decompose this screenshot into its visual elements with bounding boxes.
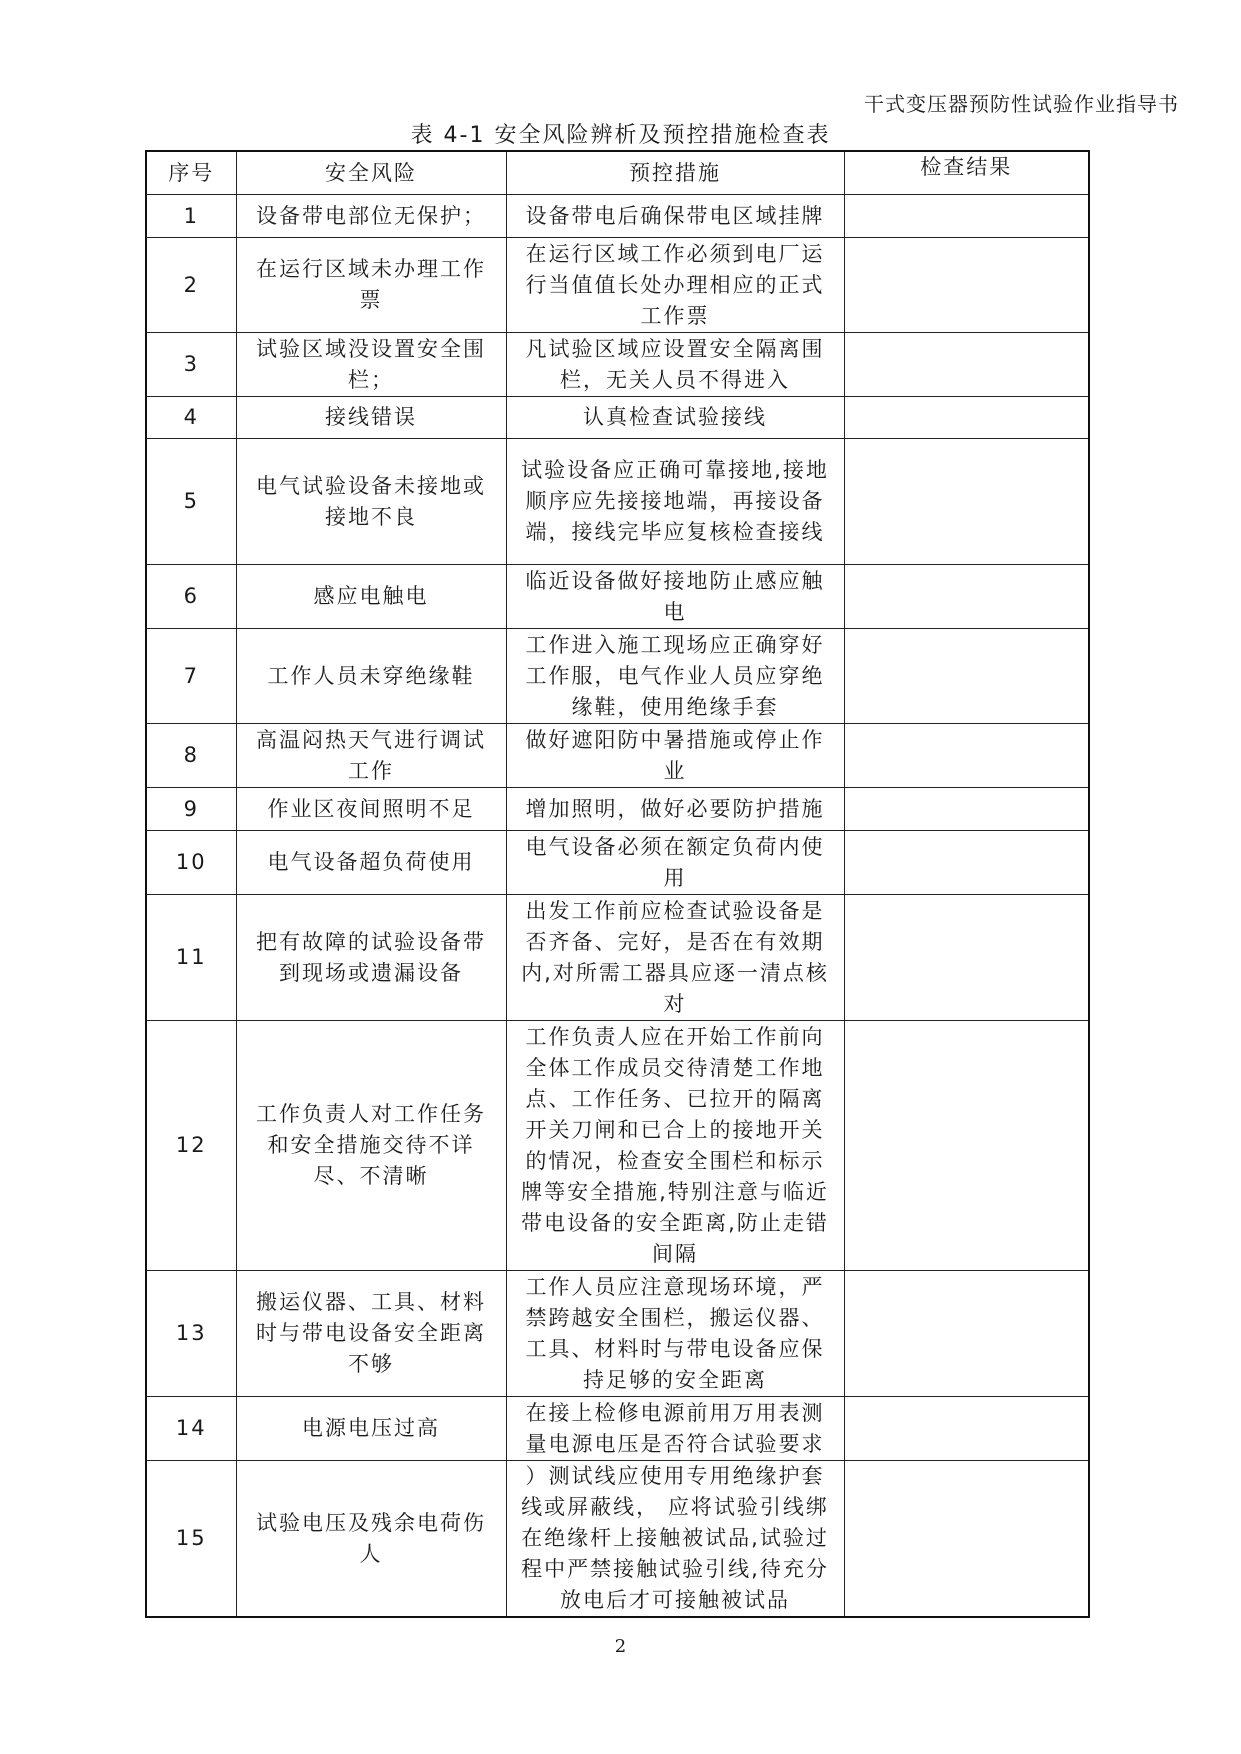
- row-measure: 在接上检修电源前用万用表测量电源电压是否符合试验要求: [506, 1397, 844, 1461]
- row-result[interactable]: [844, 1461, 1089, 1618]
- row-result[interactable]: [844, 333, 1089, 397]
- table-row: [146, 565, 1089, 629]
- row-measure: 增加照明，做好必要防护措施: [506, 788, 844, 831]
- row-risk: 试验电压及残余电荷伤人: [236, 1461, 506, 1618]
- table-row: [146, 1397, 1089, 1461]
- table-row: [146, 397, 1089, 439]
- row-risk: 接线错误: [236, 397, 506, 439]
- row-no: 1: [146, 195, 236, 238]
- table-row: [146, 788, 1089, 831]
- row-measure: 试验设备应正确可靠接地,接地顺序应先接接地端，再接设备端，接线完毕应复核检查接线: [506, 439, 844, 565]
- row-result[interactable]: [844, 788, 1089, 831]
- row-result[interactable]: [844, 439, 1089, 565]
- row-no: 3: [146, 333, 236, 397]
- header-measure: 预控措施: [506, 151, 844, 195]
- row-result[interactable]: [844, 1397, 1089, 1461]
- row-measure: 工作进入施工现场应正确穿好工作服，电气作业人员应穿绝缘鞋，使用绝缘手套: [506, 629, 844, 724]
- running-header: 干式变压器预防性试验作业指导书: [864, 92, 1179, 116]
- table-row: [146, 439, 1089, 565]
- row-no: 12: [146, 1021, 236, 1271]
- row-measure: 在运行区域工作必须到电厂运行当值值长处办理相应的正式工作票: [506, 238, 844, 333]
- row-no: 11: [146, 895, 236, 1021]
- row-no: 8: [146, 724, 236, 788]
- row-risk: 搬运仪器、工具、材料时与带电设备安全距离不够: [236, 1271, 506, 1397]
- row-risk: 在运行区域未办理工作票: [236, 238, 506, 333]
- header-result: 检查结果: [844, 151, 1089, 195]
- table-row: [146, 1021, 1089, 1271]
- row-measure: 电气设备必须在额定负荷内使用: [506, 831, 844, 895]
- row-result[interactable]: [844, 565, 1089, 629]
- row-measure: 凡试验区域应设置安全隔离围栏，无关人员不得进入: [506, 333, 844, 397]
- table-row: [146, 195, 1089, 238]
- table-row: [146, 629, 1089, 724]
- row-no: 7: [146, 629, 236, 724]
- row-no: 9: [146, 788, 236, 831]
- row-no: 15: [146, 1461, 236, 1618]
- row-result[interactable]: [844, 629, 1089, 724]
- row-risk: 作业区夜间照明不足: [236, 788, 506, 831]
- row-measure: 工作人员应注意现场环境，严禁跨越安全围栏，搬运仪器、工具、材料时与带电设备应保持足够的安全距离: [506, 1271, 844, 1397]
- row-risk: 工作人员未穿绝缘鞋: [236, 629, 506, 724]
- table-row: [146, 831, 1089, 895]
- row-measure: ）测试线应使用专用绝缘护套线或屏蔽线， 应将试验引线绑在绝缘杆上接触被试品,试验过程中严禁接触试验引线,待充分放电后才可接触被试品: [506, 1461, 844, 1618]
- row-no: 4: [146, 397, 236, 439]
- table-row: [146, 895, 1089, 1021]
- table-header-row: [146, 151, 1089, 195]
- table-caption: 表 4-1 安全风险辨析及预控措施检查表: [410, 123, 831, 148]
- header-no: 序号: [146, 151, 236, 195]
- table-row: [146, 1271, 1089, 1397]
- row-risk: 感应电触电: [236, 565, 506, 629]
- table-row: [146, 333, 1089, 397]
- row-risk: 电源电压过高: [236, 1397, 506, 1461]
- row-no: 10: [146, 831, 236, 895]
- row-no: 6: [146, 565, 236, 629]
- row-result[interactable]: [844, 831, 1089, 895]
- row-risk: 把有故障的试验设备带到现场或遗漏设备: [236, 895, 506, 1021]
- row-result[interactable]: [844, 895, 1089, 1021]
- row-measure: 工作负责人应在开始工作前向全体工作成员交待清楚工作地点、工作任务、已拉开的隔离开关刀闸和已合上的接地开关的情况，检查安全围栏和标示牌等安全措施,特别注意与临近带电设备的安全距离,防止走错间隔: [506, 1021, 844, 1271]
- row-no: 2: [146, 238, 236, 333]
- row-measure: 认真检查试验接线: [506, 397, 844, 439]
- risk-check-table: [145, 150, 1090, 1618]
- page-number: 2: [614, 1636, 627, 1657]
- table-row: [146, 238, 1089, 333]
- row-result[interactable]: [844, 1021, 1089, 1271]
- row-risk: 电气设备超负荷使用: [236, 831, 506, 895]
- row-result[interactable]: [844, 195, 1089, 238]
- row-measure: 出发工作前应检查试验设备是否齐备、完好，是否在有效期内,对所需工器具应逐一清点核对: [506, 895, 844, 1021]
- row-result[interactable]: [844, 397, 1089, 439]
- row-risk: 高温闷热天气进行调试工作: [236, 724, 506, 788]
- row-result[interactable]: [844, 238, 1089, 333]
- table-row: [146, 724, 1089, 788]
- row-measure: 临近设备做好接地防止感应触电: [506, 565, 844, 629]
- row-no: 13: [146, 1271, 236, 1397]
- row-measure: 做好遮阳防中暑措施或停止作业: [506, 724, 844, 788]
- row-risk: 电气试验设备未接地或接地不良: [236, 439, 506, 565]
- table-row: [146, 1461, 1089, 1618]
- row-result[interactable]: [844, 1271, 1089, 1397]
- row-no: 14: [146, 1397, 236, 1461]
- row-measure: 设备带电后确保带电区域挂牌: [506, 195, 844, 238]
- row-no: 5: [146, 439, 236, 565]
- row-result[interactable]: [844, 724, 1089, 788]
- row-risk: 设备带电部位无保护；: [236, 195, 506, 238]
- row-risk: 试验区域没设置安全围栏；: [236, 333, 506, 397]
- row-risk: 工作负责人对工作任务和安全措施交待不详尽、不清晰: [236, 1021, 506, 1271]
- header-risk: 安全风险: [236, 151, 506, 195]
